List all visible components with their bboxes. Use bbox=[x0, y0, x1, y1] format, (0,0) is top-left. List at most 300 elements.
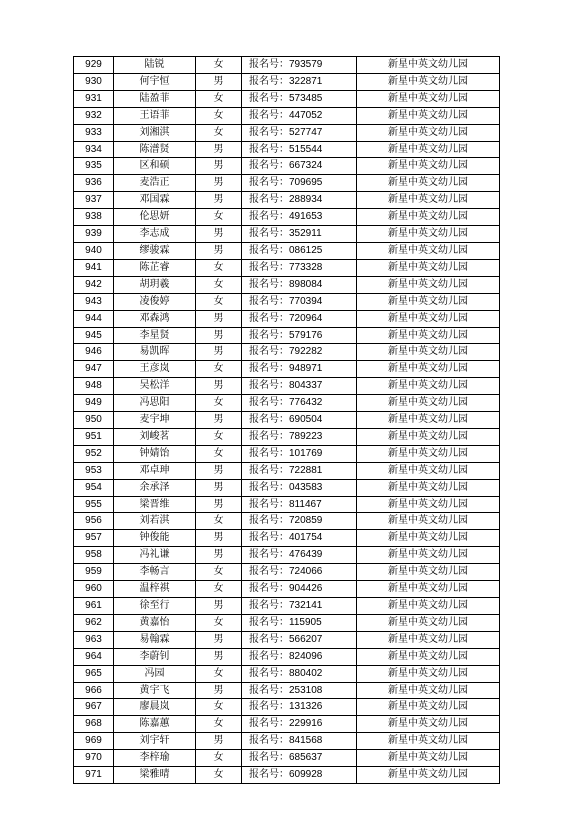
student-name-cell: 邓国霖 bbox=[114, 192, 196, 209]
registration-number-value: 322871 bbox=[289, 75, 323, 87]
registration-prefix-label: 报名号： bbox=[249, 583, 289, 595]
kindergarten-name-cell: 新星中英文幼儿园 bbox=[357, 226, 500, 243]
registration-number-value: 948971 bbox=[289, 363, 323, 375]
student-name-cell: 陈芷睿 bbox=[114, 259, 196, 276]
registration-prefix-label: 报名号： bbox=[249, 194, 289, 206]
registration-number-cell bbox=[242, 665, 357, 682]
registration-prefix-label: 报名号： bbox=[249, 295, 289, 307]
gender-cell: 女 bbox=[196, 614, 242, 631]
table-row bbox=[74, 90, 500, 107]
table-row bbox=[74, 57, 500, 74]
registration-prefix-label: 报名号： bbox=[249, 244, 289, 256]
kindergarten-name-cell: 新星中英文幼儿园 bbox=[357, 496, 500, 513]
registration-number-cell bbox=[242, 648, 357, 665]
kindergarten-name-cell: 新星中英文幼儿园 bbox=[357, 395, 500, 412]
registration-number-cell bbox=[242, 716, 357, 733]
student-name-cell: 陈嘉蕙 bbox=[114, 716, 196, 733]
registration-number-value: 101769 bbox=[289, 447, 323, 459]
registration-prefix-label: 报名号： bbox=[249, 667, 289, 679]
row-number-cell: 959 bbox=[74, 564, 114, 581]
row-number-cell: 956 bbox=[74, 513, 114, 530]
registration-number-value: 566207 bbox=[289, 633, 323, 645]
row-number-cell: 955 bbox=[74, 496, 114, 513]
gender-cell: 男 bbox=[196, 530, 242, 547]
registration-number-cell bbox=[242, 90, 357, 107]
registration-number-cell bbox=[242, 226, 357, 243]
registration-prefix-label: 报名号： bbox=[249, 59, 289, 70]
registration-number-value: 086125 bbox=[289, 244, 323, 256]
table-row bbox=[74, 513, 500, 530]
table-row bbox=[74, 344, 500, 361]
registration-number-value: 773328 bbox=[289, 261, 323, 273]
registration-number-cell bbox=[242, 361, 357, 378]
gender-cell: 男 bbox=[196, 547, 242, 564]
table-row bbox=[74, 226, 500, 243]
registration-number-value: 352911 bbox=[289, 228, 322, 240]
row-number-cell: 931 bbox=[74, 90, 114, 107]
table-row bbox=[74, 614, 500, 631]
kindergarten-name-cell: 新星中英文幼儿园 bbox=[357, 276, 500, 293]
row-number-cell: 944 bbox=[74, 310, 114, 327]
table-row bbox=[74, 276, 500, 293]
registration-number-value: 667324 bbox=[289, 160, 323, 172]
registration-number-value: 776432 bbox=[289, 397, 323, 409]
gender-cell: 女 bbox=[196, 395, 242, 412]
student-name-cell: 梁雅晴 bbox=[114, 767, 196, 784]
gender-cell: 女 bbox=[196, 90, 242, 107]
kindergarten-name-cell: 新星中英文幼儿园 bbox=[357, 141, 500, 158]
row-number-cell: 947 bbox=[74, 361, 114, 378]
kindergarten-name-cell: 新星中英文幼儿园 bbox=[357, 175, 500, 192]
registration-number-value: 841568 bbox=[289, 735, 323, 747]
row-number-cell: 969 bbox=[74, 733, 114, 750]
registration-number-cell bbox=[242, 479, 357, 496]
registration-number-value: 709695 bbox=[289, 177, 323, 189]
registration-number-cell bbox=[242, 242, 357, 259]
registration-number-cell bbox=[242, 259, 357, 276]
registration-number-value: 770394 bbox=[289, 295, 323, 307]
registration-prefix-label: 报名号： bbox=[249, 143, 289, 155]
student-name-cell: 李畅言 bbox=[114, 564, 196, 581]
gender-cell: 男 bbox=[196, 327, 242, 344]
registration-number-cell bbox=[242, 699, 357, 716]
table-row bbox=[74, 293, 500, 310]
registration-prefix-label: 报名号： bbox=[249, 109, 289, 121]
gender-cell: 女 bbox=[196, 767, 242, 784]
registration-number-cell bbox=[242, 378, 357, 395]
student-name-cell: 温梓祺 bbox=[114, 581, 196, 598]
gender-cell: 女 bbox=[196, 293, 242, 310]
registration-prefix-label: 报名号： bbox=[249, 160, 289, 172]
table-row bbox=[74, 733, 500, 750]
gender-cell: 男 bbox=[196, 175, 242, 192]
row-number-cell: 964 bbox=[74, 648, 114, 665]
table-row bbox=[74, 361, 500, 378]
gender-cell: 女 bbox=[196, 716, 242, 733]
registration-number-value: 690504 bbox=[289, 414, 323, 426]
registration-number-value: 476439 bbox=[289, 549, 323, 561]
gender-cell: 男 bbox=[196, 242, 242, 259]
registration-number-value: 724066 bbox=[289, 566, 323, 578]
gender-cell: 男 bbox=[196, 462, 242, 479]
registration-prefix-label: 报名号： bbox=[249, 684, 289, 696]
registration-number-value: 609928 bbox=[289, 769, 323, 781]
registration-number-value: 491653 bbox=[289, 211, 323, 223]
registration-prefix-label: 报名号： bbox=[249, 92, 289, 104]
table-row bbox=[74, 682, 500, 699]
registration-number-cell bbox=[242, 175, 357, 192]
kindergarten-name-cell: 新星中英文幼儿园 bbox=[357, 581, 500, 598]
gender-cell: 女 bbox=[196, 581, 242, 598]
registration-prefix-label: 报名号： bbox=[249, 600, 289, 611]
registration-prefix-label: 报名号： bbox=[249, 481, 289, 493]
registration-prefix-label: 报名号： bbox=[249, 380, 289, 392]
student-name-cell: 李蔚钊 bbox=[114, 648, 196, 665]
gender-cell: 男 bbox=[196, 598, 242, 615]
kindergarten-name-cell: 新星中英文幼儿园 bbox=[357, 462, 500, 479]
registration-prefix-label: 报名号： bbox=[249, 735, 289, 747]
kindergarten-name-cell: 新星中英文幼儿园 bbox=[357, 750, 500, 767]
table-row bbox=[74, 141, 500, 158]
gender-cell: 男 bbox=[196, 310, 242, 327]
gender-cell: 女 bbox=[196, 107, 242, 124]
registration-prefix-label: 报名号： bbox=[249, 752, 289, 764]
student-name-cell: 梁晋维 bbox=[114, 496, 196, 513]
table-row bbox=[74, 412, 500, 429]
kindergarten-name-cell: 新星中英文幼儿园 bbox=[357, 73, 500, 90]
registration-prefix-label: 报名号： bbox=[249, 177, 289, 189]
student-name-cell: 易凯晖 bbox=[114, 344, 196, 361]
kindergarten-name-cell: 新星中英文幼儿园 bbox=[357, 598, 500, 615]
gender-cell: 女 bbox=[196, 665, 242, 682]
kindergarten-name-cell: 新星中英文幼儿园 bbox=[357, 648, 500, 665]
row-number-cell: 949 bbox=[74, 395, 114, 412]
registration-number-value: 401754 bbox=[289, 532, 323, 544]
table-row bbox=[74, 209, 500, 226]
registration-number-value: 804337 bbox=[289, 380, 323, 392]
kindergarten-name-cell: 新星中英文幼儿园 bbox=[357, 412, 500, 429]
registration-number-value: 824096 bbox=[289, 650, 323, 662]
row-number-cell: 932 bbox=[74, 107, 114, 124]
registration-prefix-label: 报名号： bbox=[249, 228, 289, 240]
gender-cell: 男 bbox=[196, 192, 242, 209]
kindergarten-name-cell: 新星中英文幼儿园 bbox=[357, 665, 500, 682]
gender-cell: 男 bbox=[196, 682, 242, 699]
gender-cell: 男 bbox=[196, 496, 242, 513]
table-row bbox=[74, 716, 500, 733]
table-row bbox=[74, 479, 500, 496]
gender-cell: 女 bbox=[196, 428, 242, 445]
registration-number-value: 722881 bbox=[289, 464, 323, 476]
registration-number-cell bbox=[242, 412, 357, 429]
kindergarten-name-cell: 新星中英文幼儿园 bbox=[357, 344, 500, 361]
kindergarten-name-cell: 新星中英文幼儿园 bbox=[357, 124, 500, 141]
gender-cell: 男 bbox=[196, 479, 242, 496]
student-name-cell: 陆盈菲 bbox=[114, 90, 196, 107]
registration-number-cell bbox=[242, 564, 357, 581]
kindergarten-name-cell: 新星中英文幼儿园 bbox=[357, 631, 500, 648]
registration-prefix-label: 报名号： bbox=[249, 329, 289, 341]
row-number-cell: 943 bbox=[74, 293, 114, 310]
registration-prefix-label: 报名号： bbox=[249, 397, 289, 409]
table-row bbox=[74, 192, 500, 209]
kindergarten-name-cell: 新星中英文幼儿园 bbox=[357, 57, 500, 74]
row-number-cell: 939 bbox=[74, 226, 114, 243]
row-number-cell: 951 bbox=[74, 428, 114, 445]
row-number-cell: 950 bbox=[74, 412, 114, 429]
row-number-cell: 937 bbox=[74, 192, 114, 209]
registration-number-cell bbox=[242, 598, 357, 615]
registration-number-cell bbox=[242, 767, 357, 784]
registration-number-cell bbox=[242, 158, 357, 175]
student-name-cell: 刘宇轩 bbox=[114, 733, 196, 750]
table-row bbox=[74, 631, 500, 648]
registration-number-cell bbox=[242, 547, 357, 564]
registration-number-cell bbox=[242, 344, 357, 361]
student-name-cell: 钟婧饴 bbox=[114, 445, 196, 462]
gender-cell: 女 bbox=[196, 124, 242, 141]
table-row bbox=[74, 564, 500, 581]
student-name-cell: 邓卓珅 bbox=[114, 462, 196, 479]
registration-prefix-label: 报名号： bbox=[249, 126, 289, 138]
table-row bbox=[74, 581, 500, 598]
row-number-cell: 965 bbox=[74, 665, 114, 682]
table-row bbox=[74, 378, 500, 395]
student-name-cell: 陆锐 bbox=[114, 57, 196, 74]
kindergarten-name-cell: 新星中英文幼儿园 bbox=[357, 310, 500, 327]
kindergarten-name-cell: 新星中英文幼儿园 bbox=[357, 445, 500, 462]
kindergarten-name-cell: 新星中英文幼儿园 bbox=[357, 716, 500, 733]
gender-cell: 女 bbox=[196, 513, 242, 530]
table-row bbox=[74, 648, 500, 665]
gender-cell: 男 bbox=[196, 141, 242, 158]
registration-prefix-label: 报名号： bbox=[249, 75, 289, 87]
registration-number-cell bbox=[242, 293, 357, 310]
table-row bbox=[74, 395, 500, 412]
registration-number-cell bbox=[242, 614, 357, 631]
registration-prefix-label: 报名号： bbox=[249, 312, 289, 324]
gender-cell: 女 bbox=[196, 750, 242, 767]
student-name-cell: 王彦岚 bbox=[114, 361, 196, 378]
gender-cell: 女 bbox=[196, 209, 242, 226]
registration-prefix-label: 报名号： bbox=[249, 498, 289, 510]
kindergarten-name-cell: 新星中英文幼儿园 bbox=[357, 767, 500, 784]
table-row bbox=[74, 175, 500, 192]
gender-cell: 女 bbox=[196, 699, 242, 716]
student-name-cell: 麦宇坤 bbox=[114, 412, 196, 429]
student-name-cell: 胡玥羲 bbox=[114, 276, 196, 293]
student-name-cell: 麦浩正 bbox=[114, 175, 196, 192]
registration-prefix-label: 报名号： bbox=[249, 464, 289, 476]
row-number-cell: 930 bbox=[74, 73, 114, 90]
table-row bbox=[74, 107, 500, 124]
registration-number-value: 447052 bbox=[289, 109, 323, 121]
student-name-cell: 陈潽贤 bbox=[114, 141, 196, 158]
registration-number-value: 880402 bbox=[289, 667, 323, 679]
registration-number-cell bbox=[242, 310, 357, 327]
registration-prefix-label: 报名号： bbox=[249, 769, 289, 781]
row-number-cell: 941 bbox=[74, 259, 114, 276]
registration-number-value: 515544 bbox=[289, 143, 323, 155]
registration-number-value: 579176 bbox=[289, 329, 323, 341]
registration-number-cell bbox=[242, 73, 357, 90]
registration-prefix-label: 报名号： bbox=[249, 278, 289, 290]
registration-number-cell bbox=[242, 395, 357, 412]
registration-number-value: 811467 bbox=[289, 498, 322, 510]
registration-prefix-label: 报名号： bbox=[249, 414, 289, 426]
registration-number-cell bbox=[242, 192, 357, 209]
registration-number-cell bbox=[242, 428, 357, 445]
table-row bbox=[74, 310, 500, 327]
kindergarten-name-cell: 新星中英文幼儿园 bbox=[357, 682, 500, 699]
registration-prefix-label: 报名号： bbox=[249, 650, 289, 662]
table-row bbox=[74, 242, 500, 259]
gender-cell: 男 bbox=[196, 648, 242, 665]
student-name-cell: 廖晨岚 bbox=[114, 699, 196, 716]
table-row bbox=[74, 462, 500, 479]
kindergarten-name-cell: 新星中英文幼儿园 bbox=[357, 209, 500, 226]
row-number-cell: 968 bbox=[74, 716, 114, 733]
row-number-cell: 934 bbox=[74, 141, 114, 158]
kindergarten-name-cell: 新星中英文幼儿园 bbox=[357, 547, 500, 564]
registration-number-cell bbox=[242, 750, 357, 767]
table-row bbox=[74, 750, 500, 767]
student-name-cell: 李志成 bbox=[114, 226, 196, 243]
table-row bbox=[74, 158, 500, 175]
gender-cell: 男 bbox=[196, 344, 242, 361]
row-number-cell: 948 bbox=[74, 378, 114, 395]
row-number-cell: 933 bbox=[74, 124, 114, 141]
registration-number-cell bbox=[242, 124, 357, 141]
row-number-cell: 962 bbox=[74, 614, 114, 631]
registration-number-value: 131326 bbox=[289, 701, 323, 713]
gender-cell: 女 bbox=[196, 445, 242, 462]
table-row bbox=[74, 124, 500, 141]
kindergarten-name-cell: 新星中英文幼儿园 bbox=[357, 733, 500, 750]
student-name-cell: 黄嘉怡 bbox=[114, 614, 196, 631]
student-name-cell: 钟俊能 bbox=[114, 530, 196, 547]
registration-number-cell bbox=[242, 631, 357, 648]
registration-number-value: 732141 bbox=[289, 600, 323, 611]
registration-prefix-label: 报名号： bbox=[249, 701, 289, 713]
registration-number-cell bbox=[242, 276, 357, 293]
gender-cell: 女 bbox=[196, 259, 242, 276]
student-name-cell: 易翰霖 bbox=[114, 631, 196, 648]
registration-prefix-label: 报名号： bbox=[249, 447, 289, 459]
table-row bbox=[74, 496, 500, 513]
student-name-cell: 区和硕 bbox=[114, 158, 196, 175]
registration-number-cell bbox=[242, 57, 357, 74]
gender-cell: 男 bbox=[196, 158, 242, 175]
registration-number-value: 043583 bbox=[289, 481, 323, 493]
row-number-cell: 960 bbox=[74, 581, 114, 598]
registration-prefix-label: 报名号： bbox=[249, 566, 289, 578]
registration-number-value: 115905 bbox=[289, 616, 322, 628]
registration-number-value: 793579 bbox=[289, 59, 323, 70]
registration-prefix-label: 报名号： bbox=[249, 633, 289, 645]
student-name-cell: 何宇恒 bbox=[114, 73, 196, 90]
registration-number-cell bbox=[242, 327, 357, 344]
row-number-cell: 970 bbox=[74, 750, 114, 767]
student-name-cell: 刘湘淇 bbox=[114, 124, 196, 141]
student-name-cell: 伦思妍 bbox=[114, 209, 196, 226]
registration-number-cell bbox=[242, 462, 357, 479]
kindergarten-name-cell: 新星中英文幼儿园 bbox=[357, 259, 500, 276]
kindergarten-name-cell: 新星中英文幼儿园 bbox=[357, 479, 500, 496]
student-name-cell: 刘若淇 bbox=[114, 513, 196, 530]
registration-number-value: 898084 bbox=[289, 278, 323, 290]
student-name-cell: 李梓瑜 bbox=[114, 750, 196, 767]
row-number-cell: 946 bbox=[74, 344, 114, 361]
registration-number-cell bbox=[242, 107, 357, 124]
row-number-cell: 963 bbox=[74, 631, 114, 648]
student-name-cell: 徐至行 bbox=[114, 598, 196, 615]
registration-number-value: 288934 bbox=[289, 194, 323, 206]
registration-prefix-label: 报名号： bbox=[249, 718, 289, 730]
student-name-cell: 缪骏霖 bbox=[114, 242, 196, 259]
table-row bbox=[74, 665, 500, 682]
table-row bbox=[74, 598, 500, 615]
table-row bbox=[74, 259, 500, 276]
kindergarten-name-cell: 新星中英文幼儿园 bbox=[357, 158, 500, 175]
row-number-cell: 967 bbox=[74, 699, 114, 716]
student-name-cell: 李星贤 bbox=[114, 327, 196, 344]
kindergarten-name-cell: 新星中英文幼儿园 bbox=[357, 378, 500, 395]
registration-prefix-label: 报名号： bbox=[249, 261, 289, 273]
table-row bbox=[74, 547, 500, 564]
gender-cell: 男 bbox=[196, 733, 242, 750]
table-row bbox=[74, 73, 500, 90]
row-number-cell: 935 bbox=[74, 158, 114, 175]
student-name-cell: 冯园 bbox=[114, 665, 196, 682]
registration-prefix-label: 报名号： bbox=[249, 346, 289, 358]
kindergarten-name-cell: 新星中英文幼儿园 bbox=[357, 361, 500, 378]
kindergarten-name-cell: 新星中英文幼儿园 bbox=[357, 192, 500, 209]
registration-number-cell bbox=[242, 513, 357, 530]
kindergarten-name-cell: 新星中英文幼儿园 bbox=[357, 242, 500, 259]
registration-prefix-label: 报名号： bbox=[249, 211, 289, 223]
row-number-cell: 957 bbox=[74, 530, 114, 547]
table-row bbox=[74, 327, 500, 344]
registration-prefix-label: 报名号： bbox=[249, 616, 289, 628]
registration-number-value: 253108 bbox=[289, 684, 323, 696]
row-number-cell: 952 bbox=[74, 445, 114, 462]
registration-prefix-label: 报名号： bbox=[249, 515, 289, 527]
registration-prefix-label: 报名号： bbox=[249, 549, 289, 561]
registration-number-value: 229916 bbox=[289, 718, 323, 730]
kindergarten-name-cell: 新星中英文幼儿园 bbox=[357, 564, 500, 581]
gender-cell: 男 bbox=[196, 412, 242, 429]
kindergarten-name-cell: 新星中英文幼儿园 bbox=[357, 513, 500, 530]
student-name-cell: 刘峻茗 bbox=[114, 428, 196, 445]
student-name-cell: 黄宇飞 bbox=[114, 682, 196, 699]
gender-cell: 女 bbox=[196, 564, 242, 581]
row-number-cell: 953 bbox=[74, 462, 114, 479]
student-name-cell: 冯思阳 bbox=[114, 395, 196, 412]
registration-number-cell bbox=[242, 445, 357, 462]
student-name-cell: 王语菲 bbox=[114, 107, 196, 124]
kindergarten-name-cell: 新星中英文幼儿园 bbox=[357, 614, 500, 631]
registration-number-value: 720964 bbox=[289, 312, 323, 324]
table-row bbox=[74, 699, 500, 716]
student-name-cell: 吴松洋 bbox=[114, 378, 196, 395]
row-number-cell: 940 bbox=[74, 242, 114, 259]
registration-number-value: 720859 bbox=[289, 515, 323, 527]
gender-cell: 女 bbox=[196, 57, 242, 74]
row-number-cell: 958 bbox=[74, 547, 114, 564]
student-name-cell: 余承泽 bbox=[114, 479, 196, 496]
row-number-cell: 961 bbox=[74, 598, 114, 615]
